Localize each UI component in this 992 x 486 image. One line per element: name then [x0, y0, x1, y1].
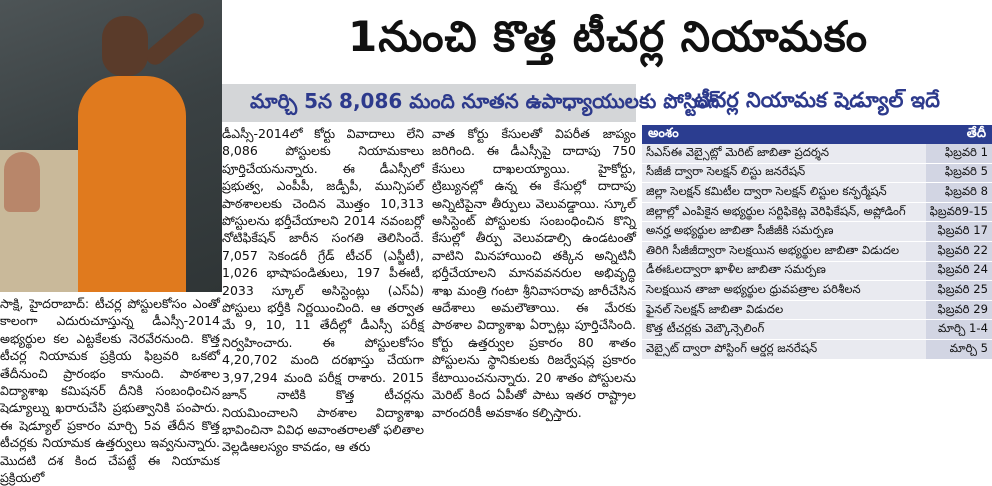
child-figure: [4, 152, 40, 212]
schedule-row: [642, 241, 992, 261]
teacher-head: [102, 16, 148, 76]
schedule-row: [642, 163, 992, 183]
subheadline-banner: [222, 84, 720, 122]
schedule-date: మార్చి 1-4: [926, 320, 992, 340]
schedule-row: [642, 202, 992, 222]
schedule-row: [642, 144, 992, 163]
schedule-header-date: తేదీ: [926, 125, 992, 144]
schedule-item: ఫైనల్ సెలక్షన్ జాబితా విడుదల: [642, 300, 926, 320]
schedule-row: [642, 320, 992, 340]
schedule-title: టీచర్ల నియామక షెడ్యూల్ ఇదే: [694, 88, 940, 112]
schedule-row: [642, 222, 992, 242]
article-text-3: వాత కోర్టు కేసులతో విపరీత జాప్యం జరిగింది. ఈ డీఎస్సీపై దాదాపు 750 కేసులు దాఖలయ్యాయి. హైకోర్టు, ట్రిబ్యునల్లో ఉన్న ఈ కేసుల్లో దాదాపు అన్నిటిపైనా తీర్పులు వెలువడ్డాయి. స్కూల్ అసిస్టెంట్ పోస్టులకు సంబంధించిన కొన్ని కేసుల్లో తీర్పు వెలువడాల్సి ఉండటంతో వాటిని మినహాయించి తక్కిన అన్నిటినీ భర్తీచేయాలని మానవవనరుల అభివృద్ధి శాఖ మంత్రి గంటా శ్రీనివాసరావు జారీచేసిన ఆదేశాలు అమలౌతాయి. ఈ మేరకు పాఠశాల విద్యాశాఖ ఏర్పాట్లు పూర్తిచేసింది. కోర్టు ఉత్తర్వుల ప్రకారం 80 శాతం పోస్టులను స్థానికులకు రిజర్వేషన్ల ప్రకారం కేటాయించనున్నారు. 20 శాతం పోస్టులను మెరిట్ కింద ఏపీతో పాటు ఇతర రాష్ట్రాల వారందరికీ అవకాశం కల్పిస్తారు.: [432, 126, 636, 420]
article-column-3: [432, 125, 636, 420]
schedule-header-item: అంశం: [642, 125, 926, 144]
schedule-item: జిల్లాల్లో ఎంపికైన అభ్యర్థుల సర్టిఫికెట్ల వెరిఫికేషన్, అప్లోడింగ్: [642, 202, 926, 222]
schedule-item: అనర్హ అభ్యర్థుల జాబితా సీజీజీకి సమర్పణ: [642, 222, 926, 242]
schedule-date: ఫిబ్రవరి9-15: [926, 202, 992, 222]
schedule-date: ఫిబ్రవరి 29: [926, 300, 992, 320]
schedule-table: [642, 125, 992, 360]
teacher-photo: [0, 0, 222, 292]
article-text-2: డీఎస్సీ-2014లో కోర్టు వివాదాలు లేని 8,086 పోస్టులకు నియామకాలు పూర్తిచేయనున్నారు. ఈ డీఎస్సీలో ప్రభుత్వ, ఎంపీపీ, జడ్పీపీ, మున్సిపల్ పాఠశాలలకు చెందిన మొత్తం 10,313 పోస్టులను భర్తీచేయాలని 2014 నవంబర్లో నోటిఫికేషన్ జారీన సంగతి తెలిసిందే. 7,057 సెకండరీ గ్రేడ్ టీచర్ (ఎస్జీటీ), 1,026 భాషాపండితులు, 197 పీఈటీ, 2033 స్కూల్ అసిస్టెంట్లు (ఎస్ఏ) పోస్టులు భర్తీకి నిర్ణయించింది. ఆ తర్వాత మే 9, 10, 11 తేదీల్లో డీఎస్సీ పరీక్ష నిర్వహించారు. ఈ పోస్టులకోసం 4,20,702 మంది దరఖాస్తు చేయగా 3,97,294 మంది పరీక్ష రాశారు. 2015 జూన్ నాటికి కొత్త టీచర్లను నియమించాలని పాఠశాల విద్యాశాఖ భావించినా వివిధ అవాంతరాలతో ఫలితాల వెల్లడిఆలస్యం కావడం, ఆ తరు: [222, 126, 424, 455]
schedule-date: ఫిబ్రవరి 17: [926, 222, 992, 242]
schedule-date: ఫిబ్రవరి 5: [926, 163, 992, 183]
schedule-item: డీఈఓలద్వారా ఖాళీల జాబితా సమర్పణ: [642, 261, 926, 281]
schedule-item: తిరిగి సీజీజీద్వారా సెలక్షయిన అభ్యర్థుల జాబితా విడుదల: [642, 241, 926, 261]
schedule-item: సీజీజీ ద్వారా సెలక్షన్ లిస్టు జనరేషన్: [642, 163, 926, 183]
schedule-item: సెలక్షయిన తాజా అభ్యర్థుల ధ్రువపత్రాల పరిశీలన: [642, 281, 926, 301]
schedule-date: మార్చి 5: [926, 339, 992, 359]
schedule-item: సీఎస్ఈ వెబ్సైట్లో మెరిట్ జాబితా ప్రదర్శన: [642, 144, 926, 163]
schedule-item: జిల్లా సెలక్షన్ కమిటీల ద్వారా సెలక్షన్ లిస్టుల కన్ఫర్మేషన్: [642, 183, 926, 203]
schedule-row: [642, 261, 992, 281]
schedule-row: [642, 339, 992, 359]
schedule-row: [642, 281, 992, 301]
subheadline: మార్చి 5న 8,086 మంది నూతన ఉపాధ్యాయులకు పోస్టింగ్: [250, 88, 720, 113]
schedule-date: ఫిబ్రవరి 1: [926, 144, 992, 163]
schedule-row: [642, 300, 992, 320]
schedule-date: ఫిబ్రవరి 8: [926, 183, 992, 203]
schedule-item: వెబ్సైట్ ద్వారా పోస్టింగ్ ఆర్డర్ల జనరేషన్: [642, 339, 926, 359]
schedule-date: ఫిబ్రవరి 22: [926, 241, 992, 261]
article-text-1: సాక్షి, హైదరాబాద్: టీచర్ల పోస్టులకోసం ఎంతో కాలంగా ఎదురుచూస్తున్న డీఎస్సీ-2014 అభ్యర్థుల కల ఎట్టకేలకు నెరవేరనుంది. కొత్త టీచర్ల నియామక ప్రక్రియ ఫిబ్రవరి ఒకటో తేదీనుంచి ప్రారంభం కానుంది. పాఠశాల విద్యాశాఖ కమిషనర్ దీనికి సంబంధించిన షెడ్యూల్ను ఖరారుచేసి ప్రభుత్వానికి పంపారు. ఈ షెడ్యూల్ ప్రకారం మార్చి 5వ తేదీన కొత్త టీచర్లకు నియామక ఉత్తర్వులు ఇవ్వనున్నారు. మొదటి దశ కింద చేపట్టే ఈ నియామక ప్రక్రియలో: [0, 296, 220, 486]
schedule-item: కొత్త టీచర్లకు వెబ్కౌన్సెలింగ్: [642, 320, 926, 340]
article-column-2: [222, 125, 424, 455]
schedule-header-row: [642, 125, 992, 144]
schedule-date: ఫిబ్రవరి 24: [926, 261, 992, 281]
headline: 1నుంచి కొత్త టీచర్ల నియామకం: [347, 12, 869, 61]
schedule-row: [642, 183, 992, 203]
article-column-1: [0, 295, 220, 486]
teacher-figure: [78, 76, 186, 292]
schedule-date: ఫిబ్రవరి 25: [926, 281, 992, 301]
